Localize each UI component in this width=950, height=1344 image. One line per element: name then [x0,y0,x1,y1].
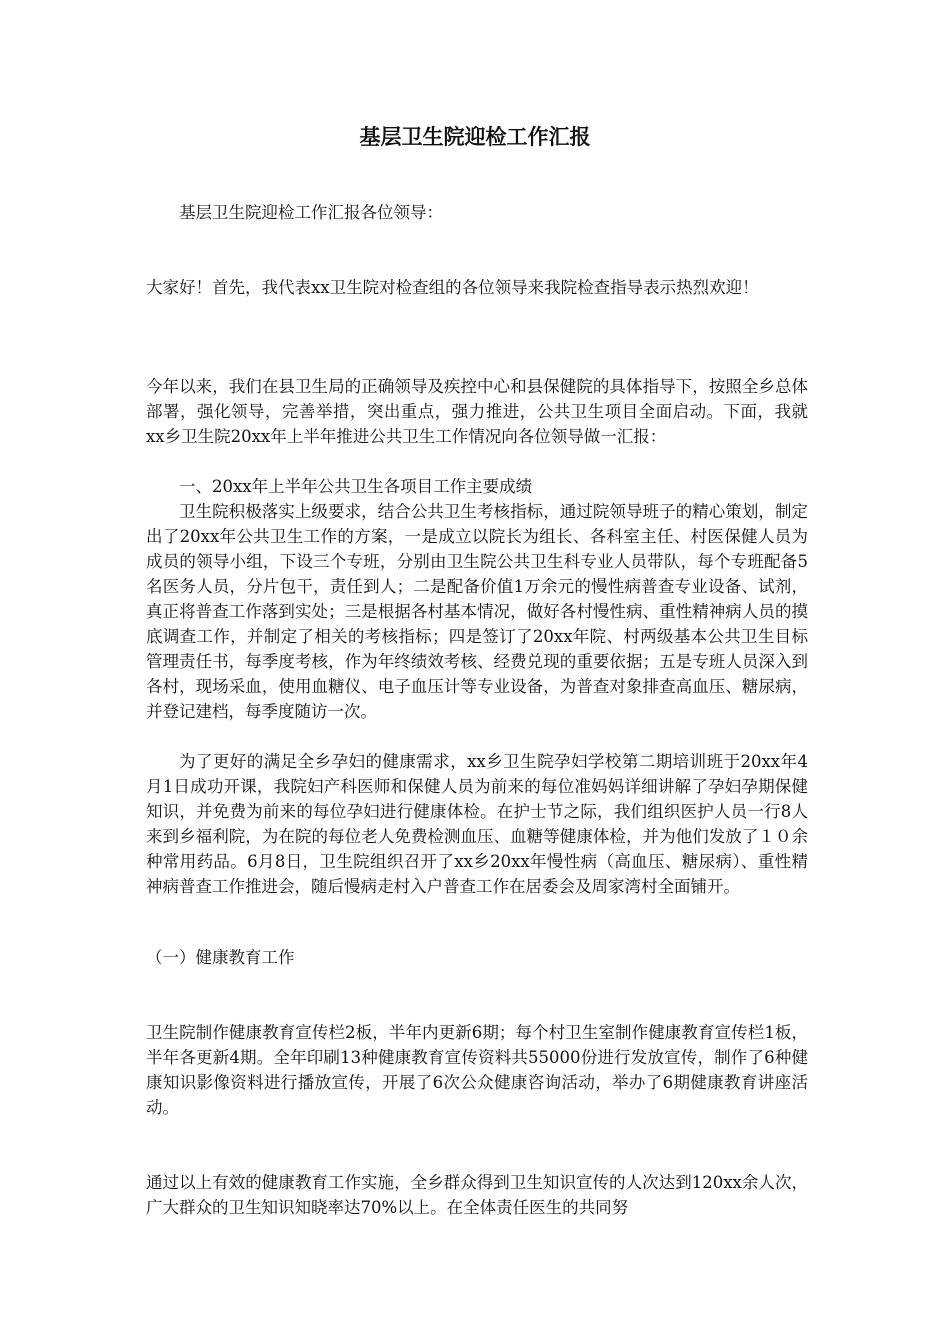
salutation-paragraph: 基层卫生院迎检工作汇报各位领导： [179,203,443,222]
document-title: 基层卫生院迎检工作汇报 [359,124,591,149]
subsection-heading-health-education: （一）健康教育工作 [146,948,295,967]
achievements-paragraph: 卫生院积极落实上级要求，结合公共卫生考核指标，通过院领导班子的精心策划，制定出了20xx年公共卫生工作的方案，一是成立以院长为组长、各科室主任、村医保健人员为成员的领导小组，下设三个专班，分别由卫生院公共卫生科专业人员带队，每个专班配备5名医务人员，分片包干，责任到人；二是配备价值1万余元的慢性病普查专业设备、试剂，真正将普查工作落到实处；三是根据各村基本情况，做好各村慢性病、重性精神病人员的摸底调查工作，并制定了相关的考核指标；四是签订了20xx年院、村两级基本公共卫生目标管理责任书，每季度考核，作为年终绩效考核、经费兑现的重要依据；五是专班人员深入到各村，现场采血，使用血糖仪、电子血压计等专业设备，为普查对象排查高血压、糖尿病，并登记建档，每季度随访一次。 [146,502,808,721]
health-education-paragraph: 卫生院制作健康教育宣传栏2板，半年内更新6期；每个村卫生室制作健康教育宣传栏1板，半年各更新4期。全年印刷13种健康教育宣传资料共55000份进行发放宣传，制作了6种健康知识影像资料进行播放宣传，开展了6次公众健康咨询活动，举办了6期健康教育讲座活动。 [146,1023,808,1117]
welcome-paragraph: 大家好！首先，我代表xx卫生院对检查组的各位领导来我院检查指导表示热烈欢迎！ [146,278,759,297]
intro-paragraph: 今年以来，我们在县卫生局的正确领导及疾控中心和县保健院的具体指导下，按照全乡总体部署，强化领导，完善举措，突出重点，强力推进，公共卫生项目全面启动。下面，我就xx乡卫生院20xx年上半年推进公共卫生工作情况向各位领导做一汇报： [146,377,808,446]
maternal-health-paragraph: 为了更好的满足全乡孕妇的健康需求，xx乡卫生院孕妇学校第二期培训班于20xx年4月1日成功开课，我院妇产科医师和保健人员为前来的每位准妈妈详细讲解了孕妇孕期保健知识，并免费为前来的每位孕妇进行健康体检。在护士节之际，我们组织医护人员一行8人来到乡福利院，为在院的每位老人免费检测血压、血糖等健康体检，并为他们发放了１０余种常用药品。6月8日，卫生院组织召开了xx乡20xx年慢性病（高血压、糖尿病）、重性精神病普查工作推进会，随后慢病走村入户普查工作在居委会及周家湾村全面铺开。 [146,752,808,896]
section-heading-1: 一、20xx年上半年公共卫生各项目工作主要成绩 [179,477,533,496]
outcome-paragraph: 通过以上有效的健康教育工作实施，全乡群众得到卫生知识宣传的人次达到120xx余人次，广大群众的卫生知识知晓率达70%以上。在全体责任医生的共同努 [146,1173,808,1217]
